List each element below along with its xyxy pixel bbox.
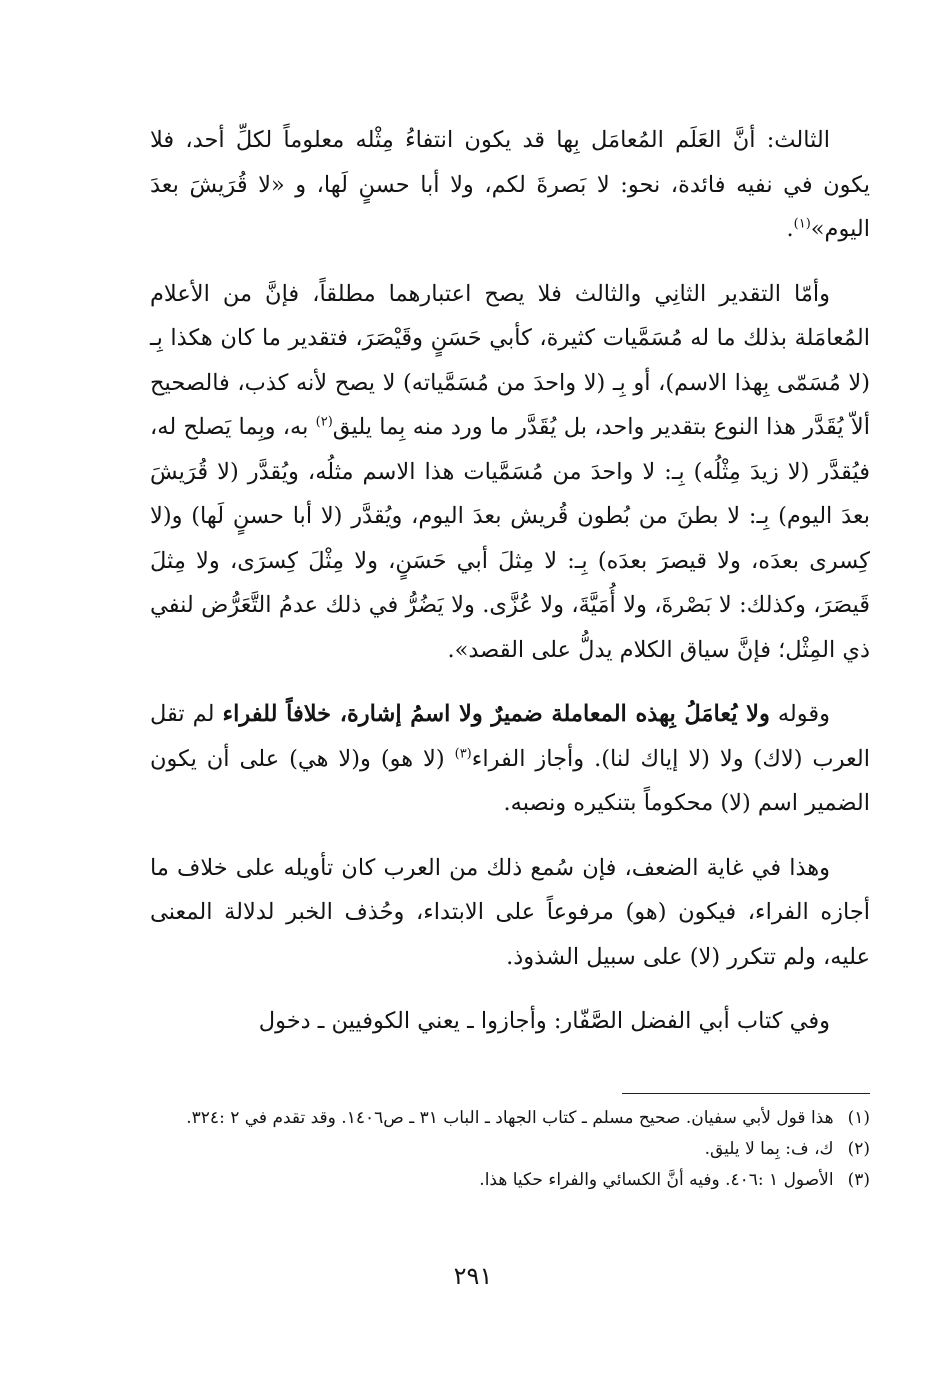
footnote-3: [150, 1165, 870, 1196]
footnote-text: الأصول ١ :٤٠٦. وفيه أنَّ الكسائي والفراء حكيا هذا.: [479, 1170, 834, 1190]
footnote-number: (١): [847, 1108, 870, 1128]
footnote-1: [150, 1103, 870, 1134]
footnote-separator: [622, 1093, 870, 1094]
footnote-ref: (٣): [454, 746, 472, 761]
footnote-text: هذا قول لأبي سفيان. صحيح مسلم ـ كتاب الجهاد ـ الباب ٣١ ـ ص١٤٠٦. وقد تقدم في ٢ :٣٢٤.: [186, 1108, 834, 1128]
text-run: وهذا في غاية الضعف، فإن سُمع ذلك من العرب كان تأويله على خلاف ما أجازه الفراء، فيكون (هو) مرفوعاً على الابتداء، وحُذف الخبر لدلالة المعنى عليه، ولم تتكرر (لا) على سبيل الشذوذ.: [150, 854, 870, 970]
footnote-number: (٢): [847, 1139, 870, 1159]
text-run: الثالث: أنَّ العَلَم المُعامَل بِها قد يكون انتفاءُ مِثْله معلوماً لكلِّ أحد، فلا يكون في نفيه فائدة، نحو: لا بَصرةَ لكم، ولا أبا حسنٍ لَها، و «لا قُرَيشَ بعدَ اليوم»: [150, 127, 870, 242]
main-text: [150, 118, 870, 1064]
quoted-text-bold: ولا يُعامَلُ بِهذه المعاملة ضميرٌ ولا اسمُ إشارة، خلافاً للفراء: [222, 701, 770, 727]
footnote-text: ك، ف: بِما لا يليق.: [704, 1139, 834, 1159]
text-run: وأمّا التقدير الثانِي والثالث فلا يصح اعتبارهما مطلقاً، فإنَّ من الأعلام المُعامَلة بذلك ما له مُسَمَّيات كثيرة، كأبي حَسَنٍ وقَيْصَرَ، فتقدير ما كان هكذا بِـ (لا مُسَمّى بِهذا الاسم)، أو بِـ (لا واحدَ من مُسَمَّياته) لا يصح لأنه كذب، فالصحيح ألاّ يُقَدَّر هذا النوع بتقدير واحد، بل يُقَدَّر ما ورد منه بِما يليق: [150, 280, 870, 440]
paragraph-3: [150, 692, 870, 826]
paragraph-1: [150, 118, 870, 252]
page-number: ٢٩١: [453, 1262, 493, 1290]
text-run: (لا هو) و(لا هي) على أن يكون الضمير اسم (لا) محكوماً بتنكيره ونصبه.: [150, 745, 870, 816]
footnotes: [150, 1103, 870, 1196]
paragraph-4: [150, 846, 870, 980]
text-run: وقوله: [769, 701, 830, 727]
text-run: به، وبِما يَصلح له، فيُقدَّر (لا زيدَ مِثْلُه) بِـ: لا واحدَ من مُسَمَّيات هذا الاسم مثلُه، ويُقدَّر (لا قُرَيشَ بعدَ اليوم) بِـ: لا بطنَ من بُطون قُريش بعدَ اليوم، ويُقدَّر (لا أبا حسنٍ لَها) و(لا كِسرى بعدَه، ولا قيصرَ بعدَه) بِـ: لا مِثلَ أبي حَسَنٍ، ولا مِثْلَ كِسرَى، ولا مِثلَ قَيصَرَ، وكذلك: لا بَصْرةَ، ولا أُمَيَّةَ، ولا عُزَّى. ولا يَضُرُّ في ذلك عدمُ التَّعَرُّض لنفي ذي المِثْل؛ فإنَّ سياق الكلام يدلُّ على القصد».: [150, 414, 870, 663]
text-run: وفي كتاب أبي الفضل الصَّفّار: وأجازوا ـ يعني الكوفيين ـ دخول: [258, 1008, 830, 1034]
footnote-ref: (١): [793, 216, 811, 232]
paragraph-5: [150, 999, 870, 1044]
text-run: لم تقل العرب (لاك) ولا (لا إياك لنا). وأجاز الفراء: [150, 701, 870, 772]
footnote-number: (٣): [847, 1170, 870, 1190]
paragraph-2: [150, 272, 870, 673]
footnote-2: [150, 1134, 870, 1165]
text-run: .: [786, 216, 794, 242]
footnote-ref: (٢): [315, 414, 333, 430]
